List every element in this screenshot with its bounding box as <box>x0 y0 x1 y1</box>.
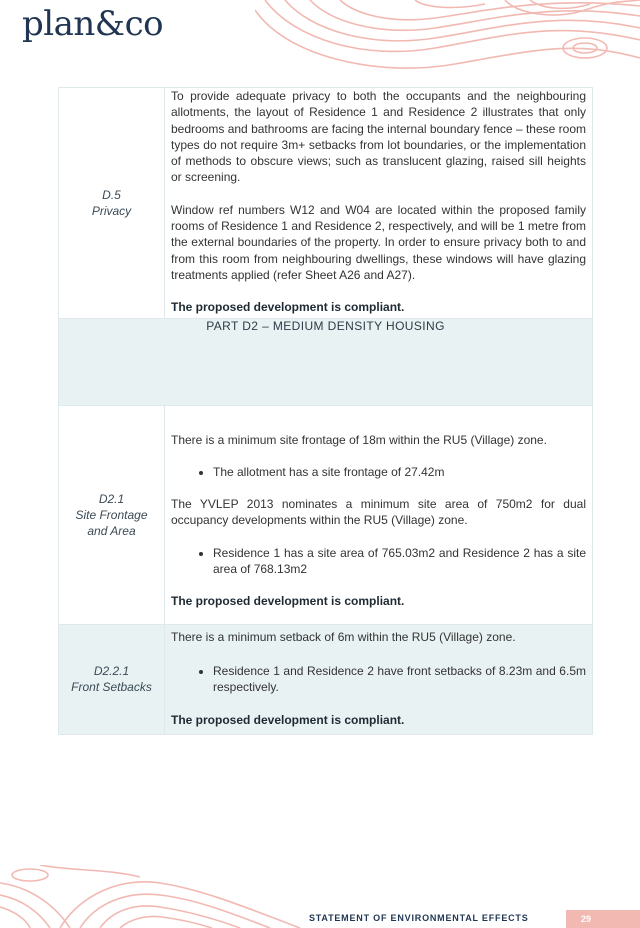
row-content-d5 <box>165 88 593 319</box>
paragraph: There is a minimum site frontage of 18m within the RU5 (Village) zone. <box>171 432 547 447</box>
table-row-d221 <box>59 624 593 734</box>
row-title: and Area <box>87 523 136 538</box>
row-label-d5 <box>59 88 165 319</box>
row-code: D.5 <box>102 187 121 202</box>
document-title: STATEMENT OF ENVIRONMENTAL EFFECTS <box>309 913 529 923</box>
topographic-decoration-bottom <box>0 865 320 928</box>
row-title: Privacy <box>91 203 132 218</box>
list-item: • Residence 1 has a site area of 765.03m2 and Residence 2 has a site area of 768.13m2 <box>213 545 586 578</box>
row-code: D2.2.1 <box>93 664 130 679</box>
section-heading: PART D2 – MEDIUM DENSITY HOUSING <box>59 318 593 405</box>
compliance-statement: The proposed development is compliant. <box>171 594 405 609</box>
page-number-badge <box>566 910 640 928</box>
row-label-d221 <box>59 624 165 734</box>
compliance-statement: The proposed development is compliant. <box>171 300 405 315</box>
page-number: 29 <box>580 914 591 924</box>
paragraph: The YVLEP 2013 nominates a minimum site area of 750m2 for dual occupancy developments within the RU5 (Village) zone. <box>171 497 586 528</box>
list-item: • The allotment has a site frontage of 27.42m <box>213 464 586 480</box>
row-title: Site Frontage <box>75 507 148 522</box>
paragraph: To provide adequate privacy to both the occupants and the neighbouring allotments, the layout of Residence 1 and Residence 2 illustrates that only bedrooms and bathrooms are facing the internal boundary fence – these room types do not require 3m+ setbacks from lot boundaries, or the implementation of methods to obscure views; such as translucent glazing, raised sill heights or screening. <box>171 89 586 185</box>
paragraph: There is a minimum setback of 6m within the RU5 (Village) zone. <box>171 629 516 644</box>
row-code: D2.1 <box>98 491 125 506</box>
table-row-d5 <box>59 88 593 319</box>
bullet-list <box>171 464 586 480</box>
row-title: Front Setbacks <box>71 680 152 695</box>
paragraph: Window ref numbers W12 and W04 are located within the proposed family rooms of Residence 1 and Residence 2, respectively, and will be 1 metre from the external boundaries of the property. In order to ensure privacy both to and from this room from neighbouring dwellings, these windows will have glazing treatments applied (refer Sheet A26 and A27). <box>171 202 586 282</box>
row-label-d21 <box>59 405 165 624</box>
compliance-statement: The proposed development is compliant. <box>171 712 405 727</box>
row-content-d21 <box>165 405 593 624</box>
bullet-list <box>171 545 586 578</box>
topographic-decoration-top <box>255 0 640 80</box>
section-heading-row <box>59 318 593 405</box>
logo: plan&co <box>22 4 164 44</box>
list-item: • Residence 1 and Residence 2 have front setbacks of 8.23m and 6.5m respectively. <box>213 663 586 696</box>
requirements-table <box>58 87 593 735</box>
bullet-list <box>171 663 586 696</box>
row-content-d221 <box>165 624 593 734</box>
table-row-d21 <box>59 405 593 624</box>
